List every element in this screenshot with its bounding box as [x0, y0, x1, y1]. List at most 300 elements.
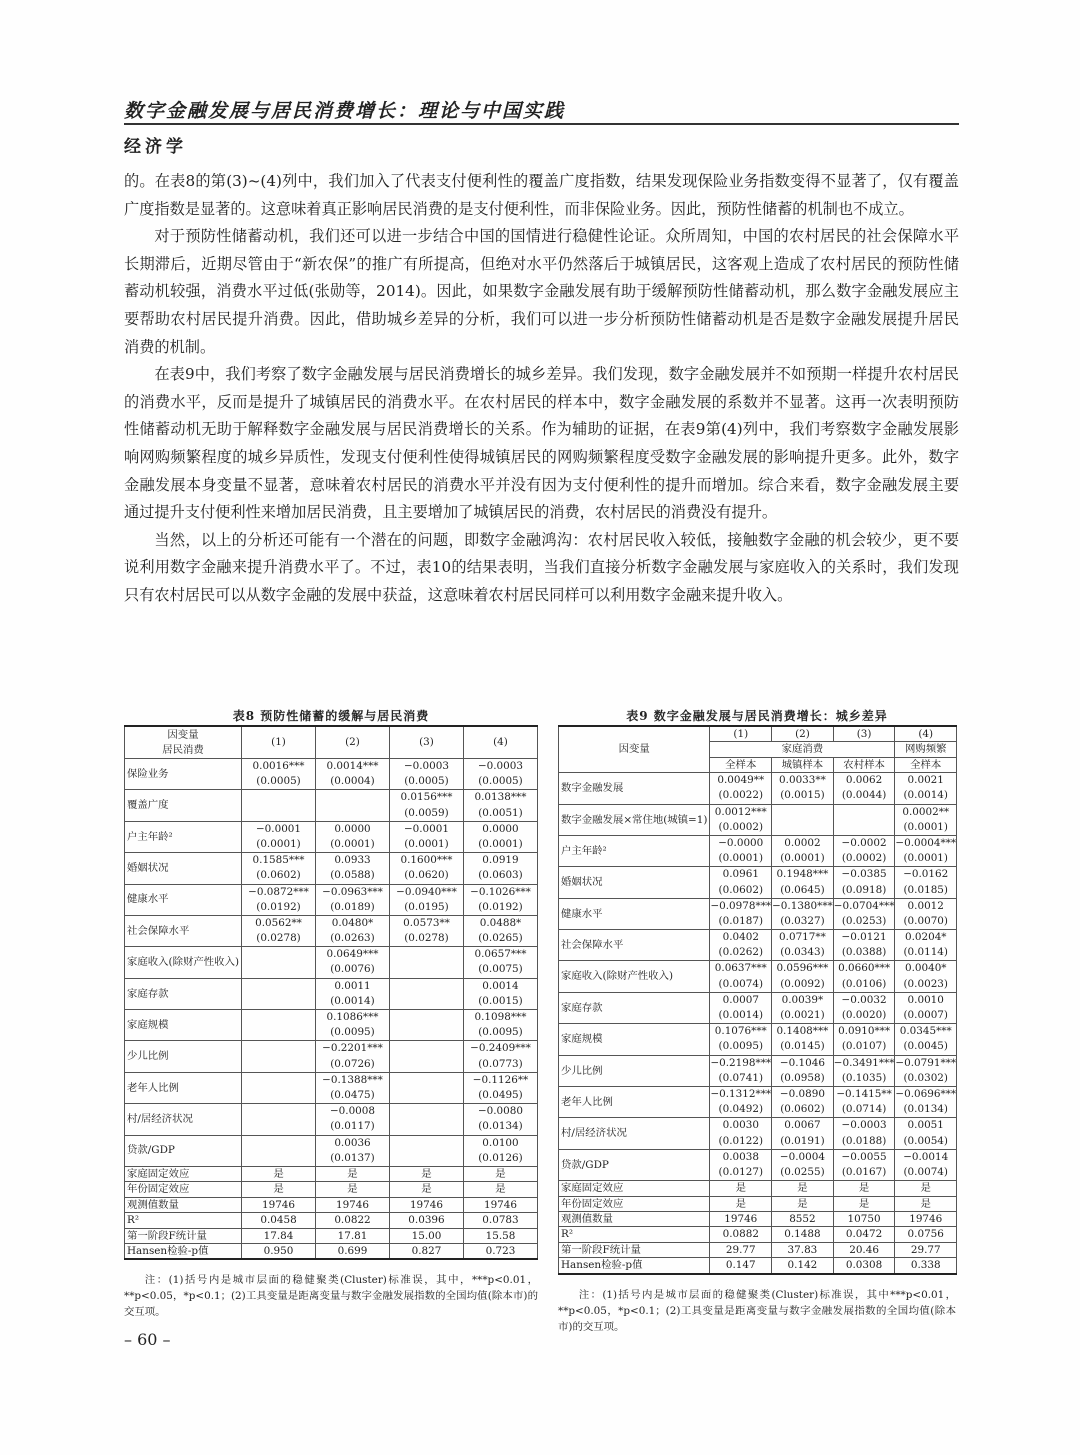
coefficient: −0.0055 — [841, 1150, 887, 1163]
std-error: (0.0002) — [718, 820, 763, 833]
std-error: (0.0107) — [841, 1040, 887, 1053]
table8 — [124, 707, 538, 1320]
std-error: (0.0022) — [718, 789, 763, 802]
coef-cell — [772, 898, 834, 929]
coef-cell — [833, 1086, 895, 1117]
coef-cell — [895, 930, 957, 961]
coefficient: 0.1076*** — [714, 1025, 767, 1038]
std-error: (0.0263) — [330, 932, 375, 945]
row-label: 贷款/GDP — [125, 1135, 242, 1166]
row-label: 第一阶段F统计量 — [125, 1228, 242, 1243]
coefficient — [390, 1136, 463, 1151]
coef-cell — [242, 1104, 316, 1135]
std-error: (0.0007) — [903, 1009, 948, 1022]
coefficient: −0.0890 — [779, 1087, 825, 1100]
std-error: (0.0076) — [330, 963, 375, 976]
coef-cell — [710, 1118, 772, 1149]
std-error: (0.0004) — [330, 775, 375, 788]
row-label: 户主年龄² — [559, 835, 710, 866]
coefficient: 0.0000 — [482, 822, 519, 835]
stat-cell: 0.0472 — [833, 1227, 895, 1242]
table9-sample-3: 农村样本 — [833, 757, 895, 772]
stat-cell: 是 — [242, 1166, 316, 1181]
stat-cell: 是 — [895, 1181, 957, 1196]
coefficient — [242, 979, 315, 994]
coefficient — [242, 1136, 315, 1151]
std-error: (0.0134) — [478, 1120, 523, 1133]
coefficient: −0.1388*** — [322, 1073, 383, 1086]
coefficient: −0.0003 — [477, 760, 524, 772]
table8-note: 注：(1)括号内是城市层面的稳健聚类(Cluster)标准误，其中，***p<0.01，**p<0.05，*p<0.1；(2)工具变量是距离变量与数字金融发展指数的全国均值(除本市)的交互项。 — [124, 1274, 538, 1319]
std-error: (0.0602) — [256, 869, 301, 882]
coefficient: −0.0978*** — [710, 899, 772, 912]
stat-cell: 0.0396 — [389, 1213, 463, 1228]
stat-cell: 20.46 — [833, 1242, 895, 1257]
running-title: 数字金融发展与居民消费增长：理论与中国实践 — [124, 100, 566, 122]
coefficient: −0.1046 — [779, 1056, 825, 1069]
coefficient: 0.0204* — [904, 931, 947, 944]
stat-row — [559, 1211, 957, 1226]
coefficient: −0.0003 — [841, 1119, 887, 1132]
coefficient: 0.0067 — [784, 1119, 821, 1132]
std-error: (0.0620) — [404, 869, 449, 882]
coef-cell — [463, 1135, 537, 1166]
std-error: (0.0001) — [478, 837, 523, 850]
coefficient: −0.0162 — [903, 868, 949, 881]
std-error — [316, 806, 389, 821]
paragraph-3: 在表9中，我们考察了数字金融发展与居民消费增长的城乡差异。我们发现，数字金融发展并不如预期一样提升农村居民的消费水平，反而是提升了城镇居民的消费水平。在农村居民的样本中，数字金融发展的系数并不显著。这再一次表明预防性储蓄动机无助于解释数字金融发展与居民消费增长的关系。作为辅助的证据，在表9第(4)列中，我们考察数字金融发展影响网购频繁程度的城乡异质性，发现支付便利性使得城镇居民的网购频繁程度受数字金融发展的影响提升更多。此外，数字金融发展本身变量不显著，意味着农村居民的消费水平并没有因为支付便利性的提升而增加。综合来看，数字金融发展主要通过提升支付便利性来增加居民消费，且主要增加了城镇居民的消费，农村居民的消费没有提升。 — [124, 365, 959, 522]
stat-row — [125, 1197, 538, 1212]
coefficient: 0.0039* — [781, 993, 824, 1006]
coef-cell — [772, 1055, 834, 1086]
coefficient: −0.0940*** — [396, 885, 457, 898]
table9-caption: 表9 数字金融发展与居民消费增长：城乡差异 — [626, 709, 888, 723]
coefficient: −0.1026*** — [470, 885, 531, 898]
coefficient: 0.1098*** — [474, 1011, 527, 1023]
coef-cell — [833, 930, 895, 961]
std-error: (0.0726) — [330, 1057, 375, 1070]
coef-cell — [389, 1010, 463, 1041]
std-error: (0.0302) — [903, 1071, 948, 1084]
std-error: (0.0588) — [330, 869, 375, 882]
table-row — [559, 898, 957, 929]
std-error: (0.0388) — [841, 946, 887, 959]
stat-cell: 0.950 — [242, 1243, 316, 1259]
coefficient — [242, 1041, 315, 1056]
row-label: 家庭收入(除财产性收入) — [125, 947, 242, 978]
stat-cell: 是 — [895, 1196, 957, 1211]
row-label: 少儿比例 — [559, 1055, 710, 1086]
coefficient: 0.0010 — [907, 993, 944, 1006]
coef-cell — [833, 961, 895, 992]
coef-cell — [895, 1024, 957, 1055]
coef-cell — [772, 992, 834, 1023]
std-error: (0.0014) — [903, 789, 948, 802]
coef-cell — [463, 947, 537, 978]
coefficient: 0.0156*** — [400, 791, 453, 804]
table-row — [125, 1104, 538, 1135]
std-error: (0.0187) — [718, 914, 763, 927]
coef-cell — [316, 1010, 390, 1041]
table8-dep-var-label: 因变量 — [167, 729, 199, 742]
stat-cell: 是 — [242, 1182, 316, 1197]
coefficient: −0.0032 — [841, 993, 887, 1006]
std-error — [242, 1025, 315, 1040]
stat-row — [559, 1196, 957, 1211]
coefficient: 0.0012 — [907, 899, 944, 912]
coefficient: 0.0910*** — [838, 1025, 891, 1038]
std-error — [242, 806, 315, 821]
coefficient: −0.0080 — [477, 1105, 524, 1118]
row-label: Hansen检验-p值 — [559, 1258, 710, 1274]
std-error: (0.0014) — [330, 994, 375, 1007]
std-error: (0.0492) — [718, 1103, 763, 1116]
table9-sample-1: 全样本 — [710, 757, 772, 772]
stat-cell: 是 — [389, 1166, 463, 1181]
coef-cell — [316, 821, 390, 852]
stat-row — [559, 1227, 957, 1242]
coefficient: 0.1408*** — [776, 1025, 829, 1038]
stat-cell: 0.147 — [710, 1258, 772, 1274]
coefficient: 0.0033** — [779, 774, 826, 787]
coef-cell — [833, 1024, 895, 1055]
coefficient — [390, 1010, 463, 1025]
stat-row — [125, 1243, 538, 1259]
table8-grid — [124, 725, 538, 1260]
table-row — [125, 790, 538, 821]
coef-cell — [833, 992, 895, 1023]
coef-cell — [463, 853, 537, 884]
table8-col-1: (1) — [242, 726, 316, 759]
std-error: (0.0020) — [841, 1009, 887, 1022]
stat-cell: 0.0822 — [316, 1213, 390, 1228]
std-error: (0.0001) — [903, 852, 948, 865]
stat-cell: 是 — [772, 1196, 834, 1211]
coef-cell — [833, 773, 895, 804]
stat-row — [559, 1181, 957, 1196]
coef-cell — [895, 835, 957, 866]
std-error — [242, 962, 315, 977]
coef-cell — [242, 884, 316, 915]
coef-cell — [895, 1086, 957, 1117]
stat-cell: 是 — [710, 1181, 772, 1196]
std-error: (0.0145) — [780, 1040, 825, 1053]
coef-cell — [316, 1072, 390, 1103]
coefficient: 0.0036 — [334, 1136, 371, 1149]
std-error — [242, 1057, 315, 1072]
coefficient: 0.0038 — [722, 1150, 759, 1163]
coefficient — [242, 790, 315, 805]
coef-cell — [389, 915, 463, 946]
coefficient: 0.0961 — [722, 868, 759, 881]
coef-cell — [833, 804, 895, 835]
table9-col-3: (3) — [833, 726, 895, 742]
coef-cell — [463, 1041, 537, 1072]
stat-cell: 是 — [772, 1181, 834, 1196]
coefficient: 0.0016*** — [252, 760, 305, 772]
coefficient — [390, 1041, 463, 1056]
row-label: 户主年龄² — [125, 821, 242, 852]
std-error: (0.0602) — [718, 883, 763, 896]
coef-cell — [242, 978, 316, 1009]
stat-cell: 17.84 — [242, 1228, 316, 1243]
coef-cell — [463, 790, 537, 821]
std-error: (0.0015) — [780, 789, 825, 802]
table8-header-row — [125, 726, 538, 759]
stat-row — [125, 1228, 538, 1243]
coef-cell — [895, 898, 957, 929]
coefficient — [834, 805, 895, 820]
stat-row — [125, 1166, 538, 1181]
coefficient — [242, 947, 315, 962]
coef-cell — [463, 915, 537, 946]
coef-cell — [316, 759, 390, 790]
row-label: 观测值数量 — [559, 1211, 710, 1226]
std-error: (0.0188) — [841, 1134, 887, 1147]
coef-cell — [463, 978, 537, 1009]
coef-cell — [895, 1149, 957, 1180]
std-error: (0.1035) — [841, 1071, 887, 1084]
coef-cell — [833, 898, 895, 929]
row-label: 观测值数量 — [125, 1197, 242, 1212]
table-row — [125, 884, 538, 915]
coefficient — [390, 947, 463, 962]
coefficient: −0.1380*** — [772, 899, 833, 912]
std-error — [242, 1151, 315, 1166]
std-error: (0.0265) — [478, 932, 523, 945]
coefficient: −0.1415** — [836, 1087, 892, 1100]
std-error: (0.0005) — [478, 775, 523, 788]
coef-cell — [710, 804, 772, 835]
coef-cell — [316, 790, 390, 821]
std-error: (0.0074) — [718, 977, 763, 990]
std-error: (0.0189) — [330, 900, 375, 913]
coef-cell — [772, 804, 834, 835]
coef-cell — [242, 1072, 316, 1103]
std-error — [390, 1025, 463, 1040]
row-label: 婚姻状况 — [125, 853, 242, 884]
coef-cell — [389, 853, 463, 884]
stat-cell: 0.338 — [895, 1258, 957, 1274]
coef-cell — [242, 947, 316, 978]
coef-cell — [389, 1072, 463, 1103]
coef-cell — [242, 821, 316, 852]
stat-cell: 19746 — [463, 1197, 537, 1212]
stat-cell: 是 — [833, 1181, 895, 1196]
stat-cell: 0.699 — [316, 1243, 390, 1259]
coefficient: 0.1086*** — [326, 1011, 379, 1023]
stat-cell: 37.83 — [772, 1242, 834, 1257]
stat-cell: 19746 — [389, 1197, 463, 1212]
coefficient: −0.0121 — [841, 931, 887, 944]
coefficient: 0.0596*** — [776, 962, 829, 975]
std-error: (0.0495) — [478, 1088, 523, 1101]
std-error: (0.0278) — [256, 932, 301, 945]
stat-cell: 19746 — [710, 1211, 772, 1226]
coefficient: −0.0014 — [903, 1150, 949, 1163]
stat-cell: 是 — [710, 1196, 772, 1211]
coef-cell — [895, 961, 957, 992]
table-row — [559, 867, 957, 898]
coef-cell — [772, 1086, 834, 1117]
row-label: 覆盖广度 — [125, 790, 242, 821]
coefficient: 0.0014 — [482, 979, 519, 992]
coefficient: 0.0040* — [904, 962, 947, 975]
coefficient: 0.1585*** — [252, 854, 305, 867]
coef-cell — [710, 867, 772, 898]
stat-cell: 15.00 — [389, 1228, 463, 1243]
stat-cell: 0.1488 — [772, 1227, 834, 1242]
paragraph-1: 的。在表8的第(3)~(4)列中，我们加入了代表支付便利性的覆盖广度指数，结果发现保险业务指数变得不显著了，仅有覆盖广度指数是显著的。这意味着真正影响居民消费的是支付便利性，而非保险业务。因此，预防性储蓄的机制也不成立。 — [124, 172, 959, 218]
table-row — [559, 1055, 957, 1086]
std-error: (0.0137) — [330, 1151, 375, 1164]
coef-cell — [389, 1041, 463, 1072]
stat-cell: 19746 — [895, 1211, 957, 1226]
table-row — [125, 759, 538, 790]
table8-col-4: (4) — [463, 726, 537, 759]
table9-col-2: (2) — [772, 726, 834, 742]
stat-cell: 17.81 — [316, 1228, 390, 1243]
coef-cell — [833, 835, 895, 866]
std-error: (0.0002) — [841, 852, 887, 865]
stat-row — [559, 1242, 957, 1257]
std-error: (0.0051) — [478, 806, 523, 819]
coefficient: 0.0919 — [482, 854, 519, 867]
coefficient: 0.0488* — [479, 916, 522, 929]
std-error: (0.0191) — [780, 1134, 825, 1147]
std-error: (0.0001) — [780, 852, 825, 865]
std-error: (0.0015) — [478, 994, 523, 1007]
coef-cell — [710, 1086, 772, 1117]
coefficient: 0.1600*** — [400, 854, 453, 867]
row-label: 年份固定效应 — [125, 1182, 242, 1197]
table9-sample-2: 城镇样本 — [772, 757, 834, 772]
std-error: (0.0343) — [780, 946, 825, 959]
coefficient: −0.2201*** — [322, 1042, 383, 1055]
coef-cell — [463, 1010, 537, 1041]
std-error: (0.0095) — [330, 1026, 375, 1039]
table-row — [559, 804, 957, 835]
std-error: (0.0192) — [478, 900, 523, 913]
table8-dep-var-value: 居民消费 — [162, 743, 204, 756]
coef-cell — [316, 853, 390, 884]
coef-cell — [389, 1135, 463, 1166]
coef-cell — [316, 1135, 390, 1166]
section-label: 经济学 — [124, 137, 187, 157]
coef-cell — [895, 773, 957, 804]
table-row — [559, 773, 957, 804]
row-label: R² — [125, 1213, 242, 1228]
std-error — [242, 1088, 315, 1103]
row-label: 家庭存款 — [559, 992, 710, 1023]
coef-cell — [316, 1041, 390, 1072]
coef-cell — [710, 835, 772, 866]
coefficient: −0.0008 — [329, 1105, 376, 1118]
std-error: (0.0054) — [903, 1134, 948, 1147]
table-row — [559, 961, 957, 992]
coefficient: −0.0385 — [841, 868, 887, 881]
coefficient: −0.1126** — [472, 1073, 529, 1086]
std-error: (0.0134) — [903, 1103, 948, 1116]
coefficient: 0.0100 — [482, 1136, 519, 1149]
std-error: (0.0127) — [718, 1165, 763, 1178]
coefficient: 0.0480* — [331, 916, 374, 929]
row-label: 家庭规模 — [125, 1010, 242, 1041]
std-error: (0.0603) — [478, 869, 523, 882]
table9-group-consumption: 家庭消费 — [710, 742, 895, 757]
table-row — [559, 930, 957, 961]
std-error — [390, 1057, 463, 1072]
coef-cell — [772, 961, 834, 992]
table-row — [125, 1135, 538, 1166]
table-row — [125, 915, 538, 946]
std-error: (0.0014) — [718, 1009, 763, 1022]
stat-cell: 29.77 — [895, 1242, 957, 1257]
stat-cell: 是 — [316, 1166, 390, 1181]
coefficient: 0.0573** — [403, 916, 450, 929]
table9-group-online: 网购频繁 — [895, 742, 957, 757]
std-error: (0.0253) — [841, 914, 887, 927]
std-error: (0.0001) — [256, 837, 301, 850]
std-error: (0.0195) — [404, 900, 449, 913]
coefficient — [242, 1010, 315, 1025]
std-error: (0.0001) — [404, 837, 449, 850]
std-error — [834, 820, 895, 835]
row-label: Hansen检验-p值 — [125, 1243, 242, 1259]
table9-grid — [558, 725, 957, 1275]
std-error — [390, 1151, 463, 1166]
std-error: (0.0045) — [903, 1040, 948, 1053]
page-number: – 60 – — [124, 1330, 171, 1349]
coef-cell — [772, 867, 834, 898]
std-error: (0.0185) — [903, 883, 948, 896]
coef-cell — [463, 1104, 537, 1135]
stat-row — [559, 1258, 957, 1274]
row-label: 村/居经济状况 — [125, 1104, 242, 1135]
stat-cell: 19746 — [242, 1197, 316, 1212]
row-label: 健康水平 — [559, 898, 710, 929]
coef-cell — [389, 759, 463, 790]
row-label: 第一阶段F统计量 — [559, 1242, 710, 1257]
coef-cell — [710, 1024, 772, 1055]
coefficient: −0.0000 — [718, 836, 764, 849]
stat-cell: 0.0458 — [242, 1213, 316, 1228]
std-error: (0.0645) — [780, 883, 825, 896]
coefficient: −0.0004*** — [895, 836, 957, 849]
coef-cell — [242, 759, 316, 790]
coef-cell — [772, 835, 834, 866]
table9-col-4: (4) — [895, 726, 957, 742]
coef-cell — [833, 867, 895, 898]
table-row — [125, 978, 538, 1009]
std-error — [390, 962, 463, 977]
table-row — [125, 947, 538, 978]
coefficient: 0.0562** — [255, 916, 302, 929]
coefficient: −0.0004 — [779, 1150, 825, 1163]
std-error: (0.0255) — [780, 1165, 825, 1178]
coefficient: −0.0001 — [255, 822, 302, 835]
coefficient: 0.0002 — [784, 836, 821, 849]
coefficient: 0.0649*** — [326, 948, 379, 961]
table-row — [559, 1024, 957, 1055]
table9-note: 注：(1)括号内是城市层面的稳健聚类(Cluster)标准误，其中***p<0.01，**p<0.05，*p<0.1；(2)工具变量是距离变量与数字金融发展指数的全国均值(除本市)的交互项。 — [558, 1288, 956, 1333]
row-label: 家庭规模 — [559, 1024, 710, 1055]
std-error — [390, 1119, 463, 1134]
stat-cell: 15.58 — [463, 1228, 537, 1243]
table8-caption: 表8 预防性储蓄的缓解与居民消费 — [232, 709, 430, 723]
std-error: (0.0327) — [780, 914, 825, 927]
row-label: 贷款/GDP — [559, 1149, 710, 1180]
